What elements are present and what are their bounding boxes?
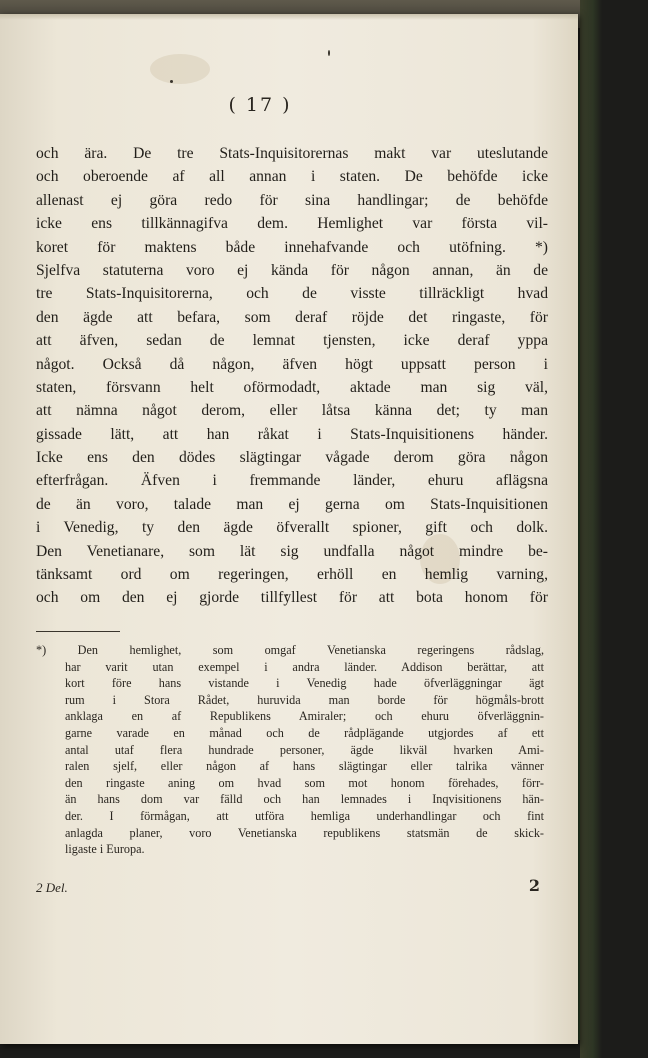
- signature-mark: 2 Del.: [36, 880, 68, 895]
- footnote-line: har varit utan exempel i andra länder. Addison berättar, att: [65, 659, 544, 674]
- body-line: staten, försvann helt oförmodadt, aktade man sig väl,: [36, 378, 548, 396]
- body-line: Sjelfva statuterna voro ej kända för någon annan, än de: [36, 261, 548, 279]
- book-page: [0, 14, 578, 1044]
- body-line: tre Stats-Inquisitorerna, och de visste tillräckligt hvad: [36, 285, 548, 303]
- paper-stain: [150, 54, 210, 84]
- body-line: tänksamt ord om regeringen, erhöll en hemlig varning,: [36, 566, 548, 584]
- paper-speck: [170, 80, 173, 83]
- body-line: och om den ej gjorde tillfyllest för att bota honom för: [36, 589, 548, 607]
- body-line: att nämna något derom, eller låtsa känna det; ty man: [36, 402, 548, 420]
- body-line: och oberoende af all annan i staten. De behöfde icke: [36, 168, 548, 186]
- footnote-line: ligaste i Europa.: [65, 842, 145, 857]
- footnote-line: än hans dom var fälld och han lemnades i Inqvisitionens hän-: [65, 792, 544, 807]
- body-line: koret för maktens både innehafvande och utöfning. *): [36, 238, 548, 256]
- footnote-line: antal utaf flera hundrade personer, ägde likväl hvarken Ami-: [65, 742, 544, 757]
- footnote-line: *) Den hemlighet, som omgaf Venetianska regeringens rådslag,: [36, 643, 544, 657]
- signature-number: 2: [528, 876, 540, 895]
- footnote-line: ralen sjelf, eller någon af hans slägtingar eller talrika vänner: [65, 759, 544, 774]
- book-cover-edge: [580, 0, 602, 1058]
- body-line: den ägde att befara, som deraf röjde det ringaste, för: [36, 308, 548, 326]
- body-line: gissade lätt, att han råkat i Stats-Inquisitionens händer.: [36, 425, 548, 443]
- footnote-line: rum i Stora Rådet, huruvida man borde för högmåls-brott: [65, 692, 544, 707]
- footnote-line: der. I förmågan, att utföra hemliga underhandlingar och fint: [65, 808, 544, 823]
- body-line: allenast ej göra redo för sina handlingar; de behöfde: [36, 191, 548, 209]
- page-number: ( 17 ): [228, 94, 292, 116]
- body-line: i Venedig, ty den ägde öfverallt spioner, gift och dolk.: [36, 519, 548, 537]
- signature-line: [36, 878, 544, 898]
- body-line: Den Venetianare, som lät sig undfalla något mindre be-: [36, 542, 548, 560]
- body-line: efterfrågan. Äfven i fremmande länder, ehuru aflägsna: [36, 472, 548, 490]
- body-line: och ära. De tre Stats-Inquisitorernas makt var uteslutande: [36, 145, 548, 162]
- body-line: de än voro, talade man ej gerna om Stats-Inquisitionen: [36, 495, 548, 513]
- paper-speck: [328, 50, 330, 56]
- body-text: [36, 142, 548, 610]
- body-line: icke ens tillkännagifva dem. Hemlighet var första vil-: [36, 215, 548, 233]
- body-line: att äfven, sedan de lemnat tjensten, icke deraf yppa: [36, 332, 548, 350]
- body-line: något. Också då någon, äfven högt uppsatt person i: [36, 355, 548, 373]
- body-line: Icke ens den dödes slägtingar vågade derom göra någon: [36, 449, 548, 467]
- page-top-edge: [0, 14, 578, 20]
- footnote-line: anlagda planer, voro Venetianska republikens statsmän de skick-: [65, 825, 544, 840]
- footnote-line: den ringaste aning om hvad som mot honom förehades, förr-: [65, 775, 544, 790]
- footnote-line: garne varade en månad och de rådplägande utgjordes af ett: [65, 725, 544, 740]
- footnote: [36, 642, 544, 858]
- footnote-line: anklaga en af Republikens Amiraler; och ehuru öfverläggnin-: [65, 709, 544, 724]
- footnote-line: kort före hans vistande i Venedig hade öfverläggningar ägt: [65, 676, 544, 691]
- footnote-rule: [36, 631, 120, 632]
